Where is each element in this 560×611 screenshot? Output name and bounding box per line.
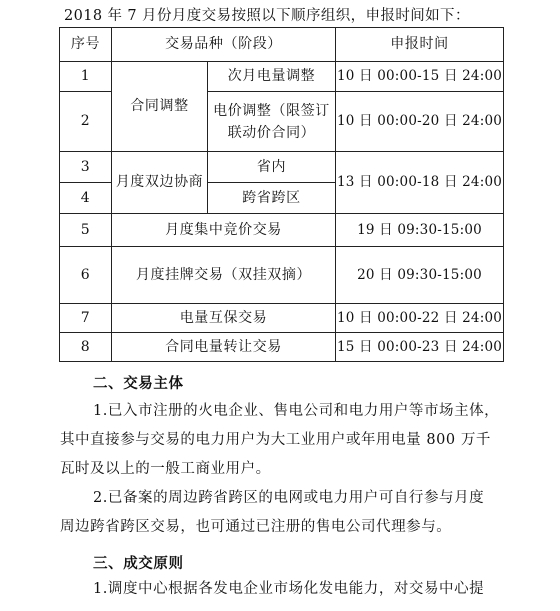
table-row [60,333,504,362]
row-group: 月度双边协商 [112,152,208,214]
row-time: 13 日 00:00-18 日 24:00 [336,152,504,214]
paragraph-line: 瓦时及以上的一般工商业用户。 [60,461,271,477]
row-time: 19 日 09:30-15:00 [336,214,504,247]
row-time: 10 日 00:00-20 日 24:00 [336,92,504,152]
section-heading: 三、成交原则 [93,555,184,572]
row-sub: 省内 [208,152,336,183]
row-seq: 1 [60,62,112,92]
paragraph-line: 1.调度中心根据各发电企业市场化发电能力，对交易中心提 [93,581,485,597]
row-seq: 8 [60,333,112,362]
table-row [60,152,504,183]
paragraph-line: 周边跨省跨区交易，也可通过已注册的售电公司代理参与。 [60,519,452,535]
row-group: 合同调整 [112,62,208,152]
row-seq: 4 [60,183,112,214]
row-seq: 2 [60,92,112,152]
row-seq: 6 [60,247,112,304]
row-seq: 3 [60,152,112,183]
table-row [60,214,504,247]
row-sub: 跨省跨区 [208,183,336,214]
row-sub: 次月电量调整 [208,62,336,92]
row-seq: 5 [60,214,112,247]
row-sub-line: 联动价合同） [227,124,316,141]
paragraph-line: 2.已备案的周边跨省跨区的电网或电力用户可自行参与月度 [93,490,485,506]
intro-text: 2018 年 7 月份月度交易按照以下顺序组织，申报时间如下： [64,8,470,24]
row-time: 10 日 00:00-15 日 24:00 [336,62,504,92]
paragraph-line: 1.已入市注册的火电企业、售电公司和电力用户等市场主体， [93,403,500,419]
row-sub [208,92,336,152]
row-time: 20 日 09:30-15:00 [336,247,504,304]
header-type: 交易品种（阶段） [112,28,336,62]
header-seq: 序号 [60,28,112,62]
row-sub-line: 电价调整（限签订 [213,102,330,119]
schedule-table [59,27,504,362]
paragraph [60,397,510,542]
table-row [60,247,504,304]
table-header-row [60,28,504,62]
table-row [60,62,504,92]
table-row [60,304,504,333]
row-seq: 7 [60,304,112,333]
row-name: 月度挂牌交易（双挂双摘） [112,247,336,304]
paragraph [60,575,510,604]
section-heading: 二、交易主体 [93,375,184,392]
row-name: 合同电量转让交易 [112,333,336,362]
row-time: 10 日 00:00-22 日 24:00 [336,304,504,333]
row-time: 15 日 00:00-23 日 24:00 [336,333,504,362]
paragraph-line: 其中直接参与交易的电力用户为大工业用户或年用电量 800 万千 [60,432,491,448]
header-time: 申报时间 [336,28,504,62]
row-name: 月度集中竞价交易 [112,214,336,247]
row-name: 电量互保交易 [112,304,336,333]
